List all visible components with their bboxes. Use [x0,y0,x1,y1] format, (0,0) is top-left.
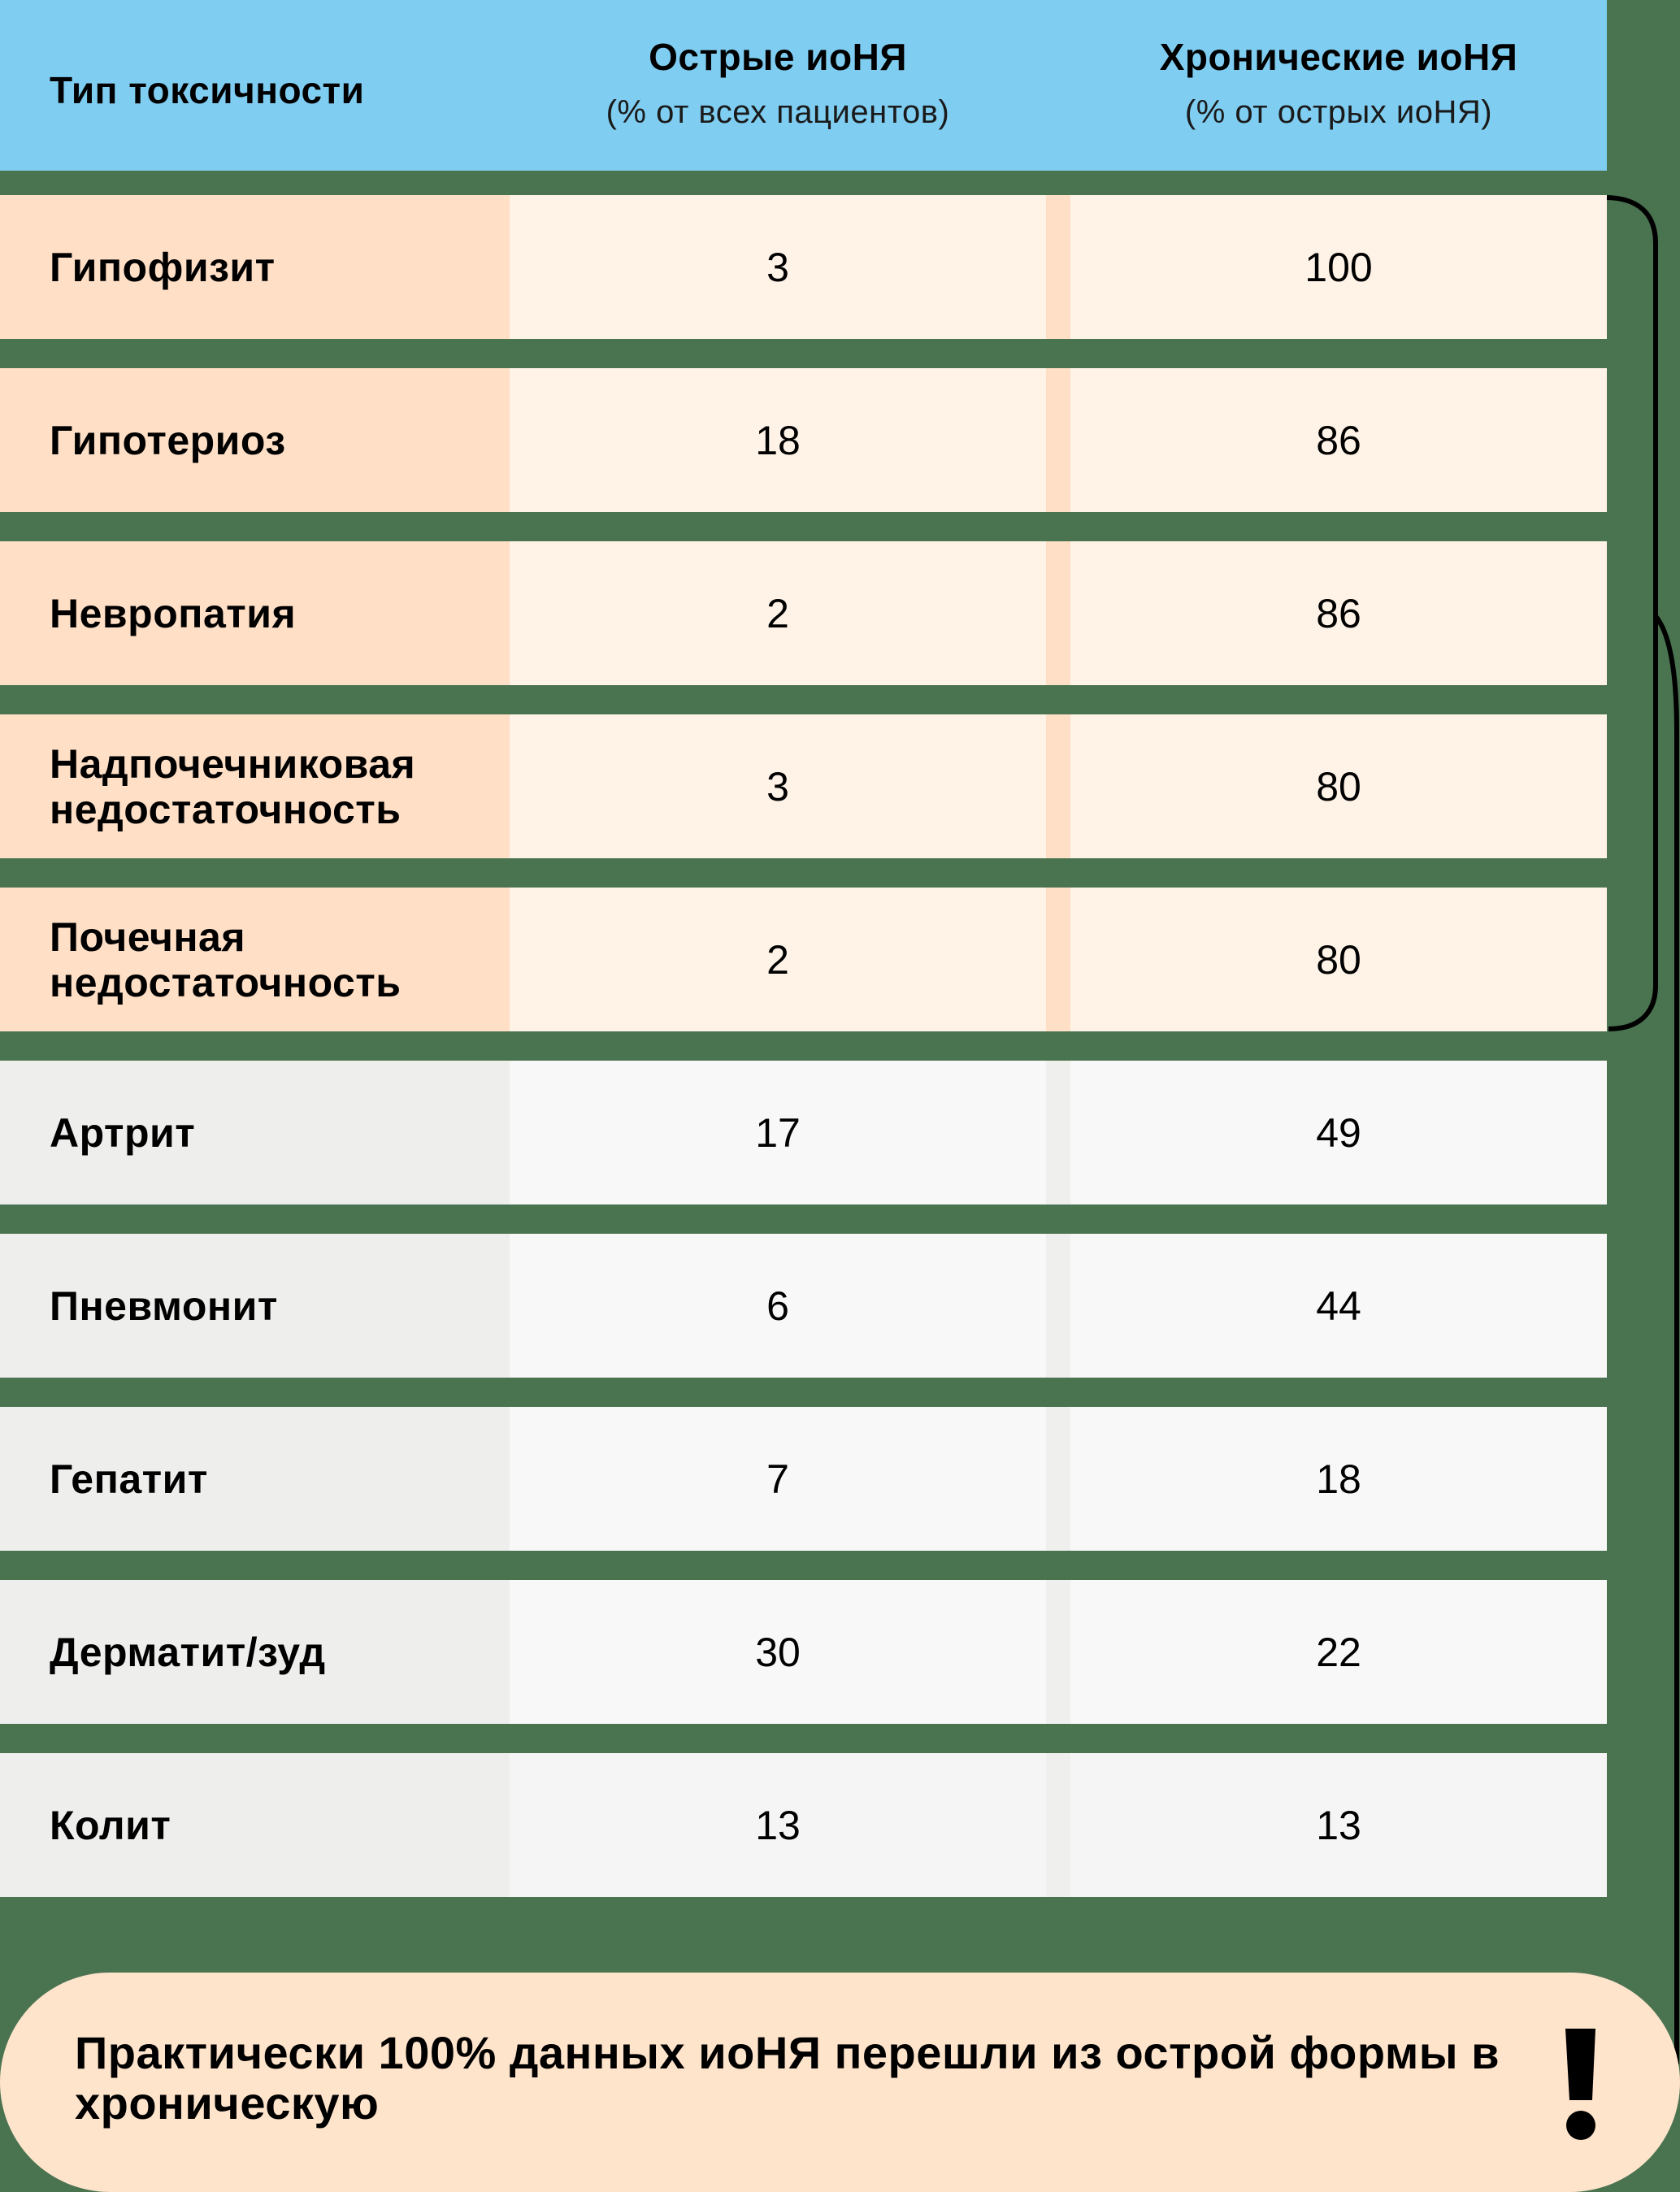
column-divider [1046,1407,1070,1551]
acute-value: 3 [510,714,1046,858]
header-acute-cell [510,0,1046,171]
toxicity-type: Дерматит/зуд [0,1580,510,1724]
header-chronic-cell [1070,0,1607,171]
chronic-value: 13 [1070,1753,1607,1897]
summary-callout [0,1973,1680,2192]
toxicity-type: Артрит [0,1061,510,1205]
table-row [0,1407,1607,1551]
chronic-value: 49 [1070,1061,1607,1205]
acute-value: 7 [510,1407,1046,1551]
table-row [0,888,1607,1031]
header-acute-subtitle: (% от всех пациентов) [606,94,950,130]
header-chronic-subtitle: (% от острых иоНЯ) [1184,94,1493,130]
column-divider [1046,714,1070,858]
acute-value: 2 [510,541,1046,685]
column-divider [1046,195,1070,339]
toxicity-type: Колит [0,1753,510,1897]
chronic-value: 44 [1070,1234,1607,1378]
table-row [0,1580,1607,1724]
toxicity-type: Невропатия [0,541,510,685]
column-divider [1046,888,1070,1031]
acute-value: 30 [510,1580,1046,1724]
column-divider [1046,1580,1070,1724]
acute-value: 17 [510,1061,1046,1205]
acute-value: 2 [510,888,1046,1031]
table-row [0,1234,1607,1378]
column-divider [1046,368,1070,512]
toxicity-type: Гепатит [0,1407,510,1551]
table-row [0,1753,1607,1897]
table-row [0,368,1607,512]
header-type-cell [0,0,510,171]
chronic-value: 22 [1070,1580,1607,1724]
acute-value: 18 [510,368,1046,512]
table-row [0,195,1607,339]
chronic-value: 86 [1070,368,1607,512]
table-row [0,714,1607,858]
acute-value: 6 [510,1234,1046,1378]
header-chronic-title: Хронические иоНЯ [1159,36,1518,78]
table-header [0,0,1607,171]
column-divider [1046,1234,1070,1378]
chronic-value: 80 [1070,714,1607,858]
toxicity-type: Гипотериоз [0,368,510,512]
column-divider [1046,1061,1070,1205]
chronic-value: 18 [1070,1407,1607,1551]
column-divider [1046,541,1070,685]
toxicity-type: Надпочечниковая недостаточность [0,714,510,858]
chronic-value: 80 [1070,888,1607,1031]
toxicity-type: Пневмонит [0,1234,510,1378]
table-row [0,541,1607,685]
table-row [0,1061,1607,1205]
toxicity-type: Почечная недостаточность [0,888,510,1031]
acute-value: 3 [510,195,1046,339]
acute-value: 13 [510,1753,1046,1897]
chronic-value: 86 [1070,541,1607,685]
toxicity-type: Гипофизит [0,195,510,339]
exclamation-icon [1562,2021,1600,2143]
chronic-value: 100 [1070,195,1607,339]
header-acute-title: Острые иоНЯ [649,36,907,78]
column-divider [1046,1753,1070,1897]
header-type-label: Тип токсичности [50,69,365,111]
callout-text: Практически 100% данных иоНЯ перешли из острой формы в хроническую [75,2027,1500,2129]
